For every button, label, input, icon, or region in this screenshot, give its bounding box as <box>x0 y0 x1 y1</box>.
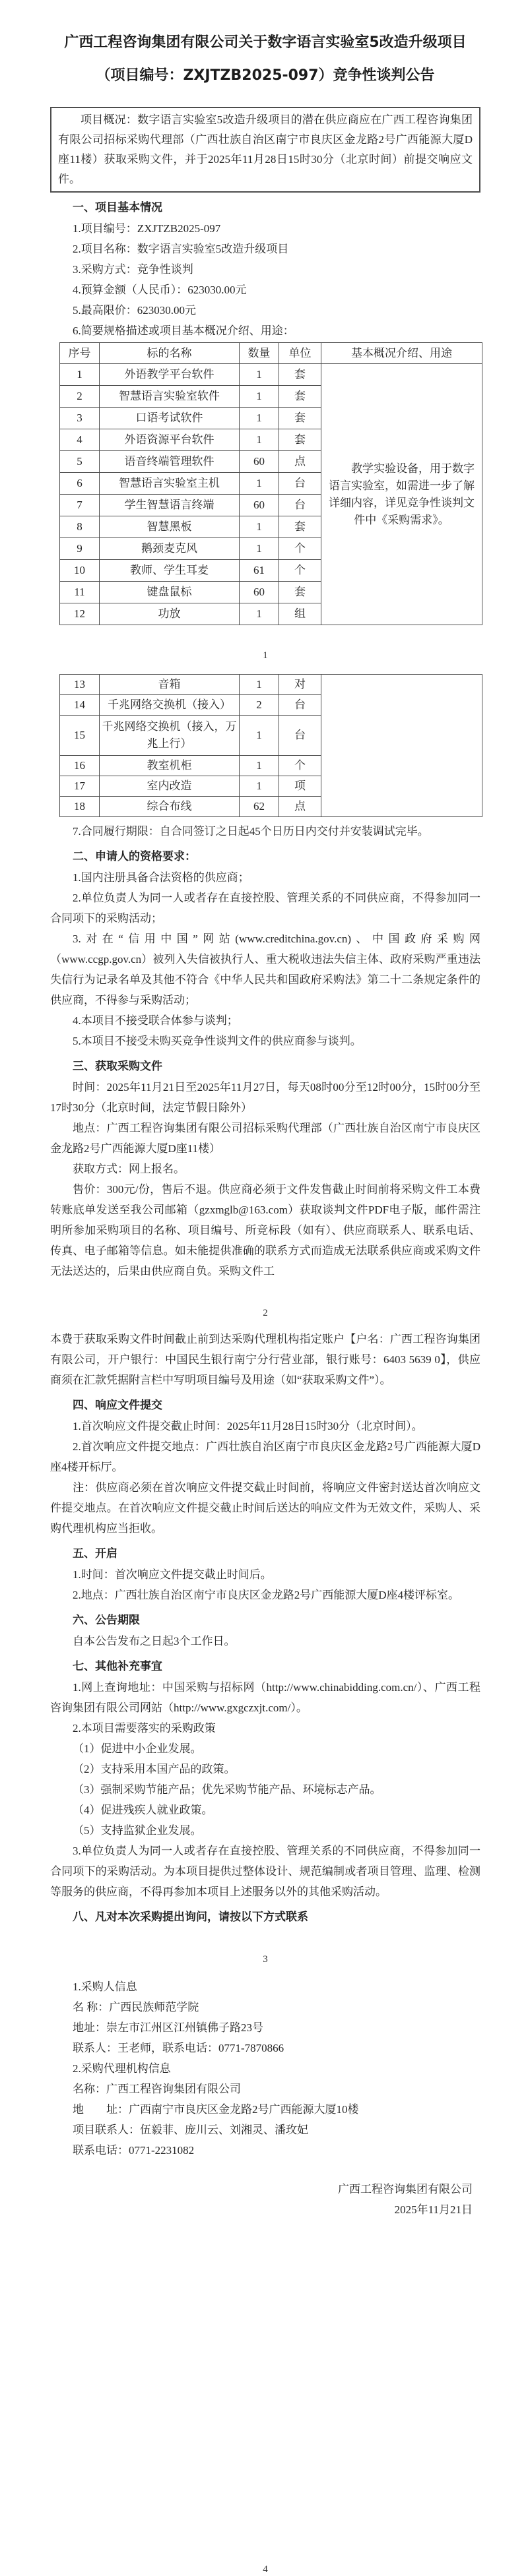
policy-item: （5）支持监狱企业发展。 <box>73 1824 202 1837</box>
document-title: 广西工程咨询集团有限公司关于数字语言实验室5改造升级项目（项目编号：ZXJTZB2025-097）竞争性谈判公告 <box>64 34 467 84</box>
cell-name: 功放 <box>100 603 240 625</box>
table-row <box>60 675 482 695</box>
cell-qty: 1 <box>240 473 279 495</box>
page-number-4: 4 <box>263 2564 268 2575</box>
policy-item: （4）促进残疾人就业政策。 <box>73 1804 213 1816</box>
cell-qty: 1 <box>240 364 279 386</box>
doc-obtain-time: 时间：2025年11月21日至2025年11月27日，每天08时00分至12时00分，15时00分至17时30分（北京时间，法定节假日除外） <box>50 1081 480 1114</box>
cell-name: 综合布线 <box>100 797 240 817</box>
supplement-item: 2.本项目需要落实的采购政策 <box>73 1722 216 1734</box>
policy-item: （2）支持采用本国产品的政策。 <box>73 1763 236 1775</box>
cell-qty: 1 <box>240 429 279 451</box>
opening-time-line: 1.时间：首次响应文件提交截止时间后。 <box>73 1568 272 1581</box>
buyer-name-line: 名 称：广西民族师范学院 <box>73 2001 199 2013</box>
cell-name: 语音终端管理软件 <box>100 451 240 473</box>
cell-name: 学生智慧语言终端 <box>100 495 240 516</box>
section-6-heading: 六、公告期限 <box>73 1614 140 1627</box>
buyer-address-line: 地址：崇左市江州区江州镇佛子路23号 <box>73 2021 263 2034</box>
qualification-item: 4.本项目不接受联合体参与谈判； <box>73 1014 238 1027</box>
cell-no: 1 <box>60 364 100 386</box>
doc-obtain-place: 地点：广西工程咨询集团有限公司招标采购代理部（广西壮族自治区南宁市良庆区金龙路2号广西能源大厦D座11楼） <box>50 1122 480 1155</box>
agent-phone-line: 联系电话：0771-2231082 <box>73 2144 195 2157</box>
cell-name: 智慧黑板 <box>100 516 240 538</box>
cell-qty: 1 <box>240 408 279 429</box>
cell-qty: 60 <box>240 582 279 603</box>
agent-contacts-line: 项目联系人：伍毅菲、庞川云、刘湘灵、潘玫妃 <box>73 2124 308 2136</box>
cell-unit: 点 <box>279 797 321 817</box>
cell-unit: 个 <box>279 538 321 560</box>
cell-unit: 套 <box>279 429 321 451</box>
project-overview-text: 项目概况：数字语言实验室5改造升级项目的潜在供应商应在广西工程咨询集团有限公司招标采购代理部（广西壮族自治区南宁市良庆区金龙路2号广西能源大厦D座11楼）获取采购文件，并于2025年11月28日15时30分（北京时间）前提交响应文件。 <box>58 113 473 185</box>
col-header-name: 标的名称 <box>100 343 240 364</box>
cell-name: 教室机柜 <box>100 756 240 776</box>
cell-unit: 套 <box>279 386 321 408</box>
cell-name: 智慧语言实验室主机 <box>100 473 240 495</box>
cell-no: 8 <box>60 516 100 538</box>
agent-info-heading: 2.采购代理机构信息 <box>73 2062 171 2075</box>
qualification-item: 2.单位负责人为同一人或者存在直接控股、管理关系的不同供应商，不得参加同一合同项下的采购活动； <box>50 892 480 925</box>
agent-address-line: 地 址：广西南宁市良庆区金龙路2号广西能源大厦10楼 <box>73 2103 359 2116</box>
doc-obtain-method: 获取方式：网上报名。 <box>73 1163 185 1175</box>
buyer-info-heading: 1.采购人信息 <box>73 1980 137 1993</box>
response-deadline-line: 1.首次响应文件提交截止时间：2025年11月28日15时30分（北京时间）。 <box>73 1420 423 1432</box>
cell-unit: 台 <box>279 695 321 716</box>
cell-unit: 点 <box>279 451 321 473</box>
cell-qty: 60 <box>240 495 279 516</box>
cell-unit: 组 <box>279 603 321 625</box>
supplement-item: 1.网上查询地址：中国采购与招标网（http://www.chinabidding.com.cn/）、广西工程咨询集团有限公司网站（http://www.gxgczxjt.com/）。 <box>50 1681 480 1714</box>
doc-price-paragraph-part2: 本费于获取采购文件时间截止前到达采购代理机构指定账户【户名：广西工程咨询集团有限公司，开户银行：中国民生银行南宁分行营业部，银行账号：6403 5639 0】，供应商须在汇款凭据附言栏中写明项目编号及用途（如“获取采购文件”）。 <box>50 1333 480 1386</box>
cell-unit: 项 <box>279 776 321 797</box>
cell-qty: 1 <box>240 516 279 538</box>
page-number-1: 1 <box>263 650 268 661</box>
cell-no: 11 <box>60 582 100 603</box>
cell-unit: 台 <box>279 495 321 516</box>
cell-no: 7 <box>60 495 100 516</box>
cell-name: 千兆网络交换机（接入，万兆上行） <box>100 716 240 756</box>
doc-price-paragraph-part1: 售价：300元/份，售后不退。供应商必须于文件发售截止时间前将采购文件工本费转账底单发送至我公司邮箱（gzxmglb@163.com）获取谈判文件PDF电子版，邮件需注明所参加采购项目的名称、项目编号、所竞标段（如有）、供应商联系人、联系电话、传真、电子邮箱等信息。如未能提供准确的联系方式而造成无法联系供应商或采购文件无法送达的，后果由供应商自负。采购文件工 <box>50 1183 480 1277</box>
cell-name: 智慧语言实验室软件 <box>100 386 240 408</box>
signature-organization: 广西工程咨询集团有限公司 <box>338 2183 473 2195</box>
table-header-row <box>60 343 482 364</box>
opening-place-line: 2.地点：广西壮族自治区南宁市良庆区金龙路2号广西能源大厦D座4楼评标室。 <box>73 1589 460 1601</box>
cell-unit: 套 <box>279 516 321 538</box>
cell-name: 键盘鼠标 <box>100 582 240 603</box>
cell-no: 2 <box>60 386 100 408</box>
col-header-qty: 数量 <box>240 343 279 364</box>
cell-qty: 60 <box>240 451 279 473</box>
cell-no: 6 <box>60 473 100 495</box>
section-1-heading: 一、项目基本情况 <box>73 201 162 214</box>
response-place-line: 2.首次响应文件提交地点：广西壮族自治区南宁市良庆区金龙路2号广西能源大厦D座4楼开标厅。 <box>50 1440 480 1473</box>
qualification-item: 3.对在“信用中国”网站(www.creditchina.gov.cn)、中国政府采购网（www.ccgp.gov.cn）被列入失信被执行人、重大税收违法失信主体、政府采购严重违法失信行为记录名单及其他不符合《中华人民共和国政府采购法》第二十二条规定条件的供应商，不得参与采购活动； <box>50 933 480 1006</box>
cell-no: 10 <box>60 560 100 582</box>
cell-name: 室内改造 <box>100 776 240 797</box>
policy-item: （1）促进中小企业发展。 <box>73 1742 202 1755</box>
price-cap-line: 5.最高限价：623030.00元 <box>73 304 196 317</box>
agent-name-line: 名称：广西工程咨询集团有限公司 <box>73 2083 241 2095</box>
section-4-heading: 四、响应文件提交 <box>73 1399 162 1412</box>
cell-qty: 1 <box>240 716 279 756</box>
cell-unit: 套 <box>279 582 321 603</box>
cell-name: 音箱 <box>100 675 240 695</box>
cell-qty: 1 <box>240 776 279 797</box>
cell-unit: 对 <box>279 675 321 695</box>
section-5-heading: 五、开启 <box>73 1547 117 1560</box>
cell-unit: 个 <box>279 560 321 582</box>
cell-no: 15 <box>60 716 100 756</box>
cell-name: 千兆网络交换机（接入） <box>100 695 240 716</box>
budget-line: 4.预算金额（人民币）：623030.00元 <box>73 284 247 296</box>
cell-unit: 套 <box>279 408 321 429</box>
cell-qty: 62 <box>240 797 279 817</box>
page-number-2: 2 <box>263 1308 268 1318</box>
cell-unit: 台 <box>279 716 321 756</box>
cell-qty: 1 <box>240 538 279 560</box>
spec-intro-line: 6.简要规格描述或项目基本概况介绍、用途： <box>73 324 294 337</box>
cell-name: 鹅颈麦克风 <box>100 538 240 560</box>
section-2-heading: 二、申请人的资格要求： <box>73 850 196 863</box>
project-name-line: 2.项目名称：数字语言实验室5改造升级项目 <box>73 243 289 255</box>
goods-table-page1 <box>59 342 482 625</box>
response-note-line: 注：供应商必须在首次响应文件提交截止时间前，将响应文件密封送达首次响应文件提交地点。在首次响应文件提交截止时间后送达的响应文件为无效文件，采购人、采购代理机构应当拒收。 <box>50 1481 480 1535</box>
cell-no: 9 <box>60 538 100 560</box>
table-row <box>60 364 482 386</box>
cell-unit: 个 <box>279 756 321 776</box>
cell-no: 16 <box>60 756 100 776</box>
qualification-item: 1.国内注册具备合法资格的供应商； <box>73 871 249 884</box>
cell-no: 3 <box>60 408 100 429</box>
cell-no: 17 <box>60 776 100 797</box>
policy-item: （3）强制采购节能产品；优先采购节能产品、环境标志产品。 <box>73 1783 381 1796</box>
cell-no: 18 <box>60 797 100 817</box>
section-8-heading: 八、凡对本次采购提出询问，请按以下方式联系 <box>73 1911 308 1924</box>
project-overview-box <box>50 107 480 193</box>
cell-name: 外语资源平台软件 <box>100 429 240 451</box>
cell-no: 13 <box>60 675 100 695</box>
cell-qty: 1 <box>240 756 279 776</box>
buyer-contact-line: 联系人：王老师，联系电话：0771-7870866 <box>73 2042 284 2054</box>
cell-unit: 台 <box>279 473 321 495</box>
procurement-method-line: 3.采购方式：竞争性谈判 <box>73 263 193 276</box>
section-7-heading: 七、其他补充事宜 <box>73 1660 162 1673</box>
cell-qty: 1 <box>240 675 279 695</box>
col-header-usage: 基本概况介绍、用途 <box>321 343 482 364</box>
usage-note-cell: 教学实验设备，用于数字语言实验室，如需进一步了解详细内容，详见竞争性谈判文件中《采购需求》。 <box>321 364 482 625</box>
cell-no: 12 <box>60 603 100 625</box>
col-header-no: 序号 <box>60 343 100 364</box>
cell-unit: 套 <box>279 364 321 386</box>
qualification-item: 5.本项目不接受未购买竞争性谈判文件的供应商参与谈判。 <box>73 1035 362 1047</box>
contract-term-line: 7.合同履行期限：自合同签订之日起45个日历日内交付并安装调试完毕。 <box>73 825 429 838</box>
announcement-period-line: 自本公告发布之日起3个工作日。 <box>73 1635 236 1647</box>
document-page <box>0 26 528 2576</box>
cell-no: 5 <box>60 451 100 473</box>
cell-name: 外语教学平台软件 <box>100 364 240 386</box>
section-3-heading: 三、获取采购文件 <box>73 1060 162 1073</box>
usage-note-cell-empty <box>321 675 482 817</box>
cell-qty: 1 <box>240 386 279 408</box>
cell-no: 14 <box>60 695 100 716</box>
cell-qty: 61 <box>240 560 279 582</box>
project-number-line: 1.项目编号：ZXJTZB2025-097 <box>73 222 221 235</box>
col-header-unit: 单位 <box>279 343 321 364</box>
page-number-3: 3 <box>263 1954 268 1965</box>
cell-qty: 2 <box>240 695 279 716</box>
signature-date: 2025年11月21日 <box>394 2203 473 2216</box>
cell-name: 教师、学生耳麦 <box>100 560 240 582</box>
cell-qty: 1 <box>240 603 279 625</box>
cell-no: 4 <box>60 429 100 451</box>
cell-name: 口语考试软件 <box>100 408 240 429</box>
goods-table-page2 <box>59 674 482 817</box>
supplement-item: 3.单位负责人为同一人或者存在直接控股、管理关系的不同供应商，不得参加同一合同项下的采购活动。为本项目提供过整体设计、规范编制或者项目管理、监理、检测等服务的供应商，不得再参加本项目上述服务以外的其他采购活动。 <box>50 1845 480 1898</box>
